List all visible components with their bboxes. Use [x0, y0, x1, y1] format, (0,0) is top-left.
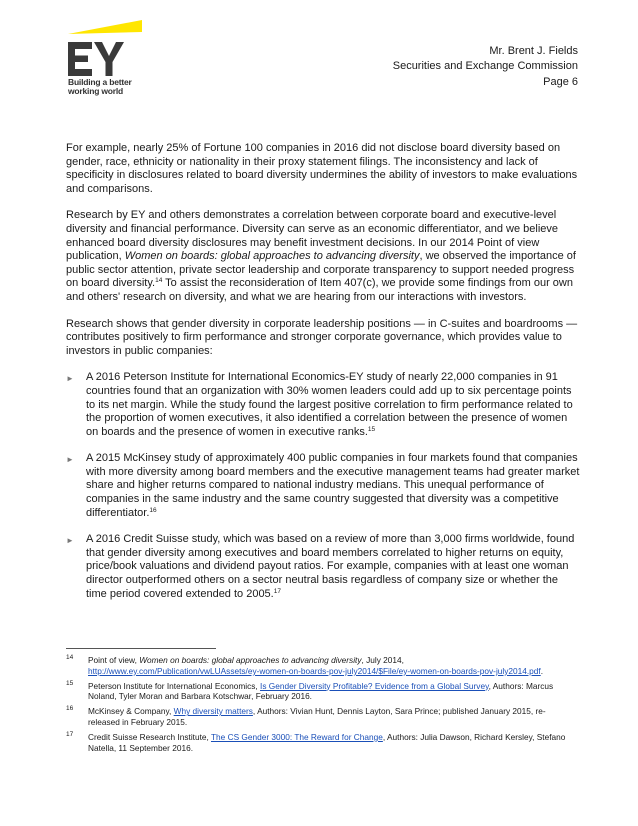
page-number: Page 6 [543, 76, 578, 88]
footnote-divider [66, 648, 216, 649]
footnote-text: McKinsey & Company, [88, 706, 174, 717]
letter-header [393, 44, 578, 90]
footnote-text: , Authors: Julia Dawson, Richard Kersley, Stefano Natella, 11 September 2016. [88, 731, 566, 753]
footnote-text: , Authors: Marcus Noland, Tyler Moran and Barbara Kotschwar, February 2016. [88, 680, 554, 702]
paragraph-2-part-b: , we observed the importance of public sector attention, private sector leadership and corporate transparency to support needed progress on board diversity. [66, 250, 576, 290]
footnote-ref-14[interactable]: 14 [155, 277, 163, 285]
footnote-title: Women on boards: global approaches to advancing diversity [139, 655, 362, 665]
footnote-14 [66, 655, 566, 677]
recipient-name: Mr. Brent J. Fields [489, 45, 578, 57]
footnote-number: 16 [66, 705, 74, 713]
recipient-organization: Securities and Exchange Commission [392, 59, 578, 72]
publication-title: Women on boards: global approaches to advancing diversity [124, 250, 420, 263]
footnote-16 [66, 706, 566, 728]
ey-tagline [68, 78, 132, 96]
ey-logo-mark [66, 20, 146, 78]
footnote-text: . [540, 665, 544, 676]
finding-credit-suisse [66, 533, 580, 601]
bullet-arrow-icon: ► [66, 536, 74, 546]
letter-body [66, 142, 580, 614]
paragraph-2 [66, 209, 580, 304]
footnotes [66, 655, 566, 757]
footnote-number: 15 [66, 679, 74, 687]
footnote-text: Point of view, [88, 655, 140, 665]
footnote-link[interactable]: http://www.ey.com/Publication/vwLUAssets/ey-women-on-boards-pov-july2014/$File/ey-women-on-boards-pov-july2014.pdf [88, 665, 541, 676]
bullet-arrow-icon: ► [66, 374, 74, 384]
footnote-ref-17[interactable]: 17 [273, 587, 281, 595]
finding-mckinsey [66, 452, 580, 520]
ey-logo-letter-y [94, 42, 124, 76]
paragraph-2-part-a: Research by EY and others demonstrates a correlation between corporate board and executive-level diversity and financial performance. Diversity can serve as an economic differentiator, and we believe enhanced board diversity disclosures may benefit investment decisions. In our 2014 Point of view publication, [66, 209, 558, 263]
paragraph-2-part-c: To assist the reconsideration of Item 407(c), we provide some findings from our own and others' research on diversity, and what we are hearing from our interactions with investors. [66, 277, 573, 303]
footnote-link[interactable]: Why diversity matters [173, 706, 253, 717]
bullet-arrow-icon: ► [66, 455, 74, 465]
footnote-15 [66, 681, 566, 703]
ey-logo-accent-beam [68, 20, 142, 34]
finding-text: A 2016 Peterson Institute for International Economics-EY study of nearly 22,000 companies in 91 countries found that an organization with 30% women leaders could add up to six percentage points to its net margin. While the study found the largest positive correlation to firm performance related to the proportion of women executives, it also identified a correlation between the presence of women on boards and the presence of women in executive ranks. [86, 371, 573, 438]
findings-list [66, 371, 580, 601]
ey-logo-letter-e [68, 42, 92, 76]
ey-tagline-line2: working world [68, 86, 124, 96]
finding-peterson [66, 371, 580, 439]
footnote-number: 17 [66, 730, 74, 738]
footnote-text: , Authors: Vivian Hunt, Dennis Layton, Sara Prince; published January 2015, re-released in February 2015. [88, 706, 546, 727]
footnote-text: , July 2014, [361, 655, 404, 665]
footnote-17 [66, 732, 566, 754]
paragraph-3: Research shows that gender diversity in corporate leadership positions — in C-suites and boardrooms — contributes positively to firm performance and stronger corporate governance, which provides value to investors in public companies: [66, 317, 578, 357]
finding-text: A 2016 Credit Suisse study, which was based on a review of more than 3,000 firms worldwide, found that gender diversity among executives and board members correlated to higher returns on equity, price/book valuations and dividend payout ratios. For example, companies with at least one woman director outperformed others on a sector neutral basis regardless of company size or whether the time period covered extended to 2005. [86, 533, 575, 600]
footnote-link[interactable]: The CS Gender 3000: The Reward for Change [210, 731, 383, 742]
finding-text: A 2015 McKinsey study of approximately 400 public companies in four markets found that companies with more diversity among board members and the executive management teams had greater market share and higher returns compared to national industry medians. This unequal performance of companies in the same industry and the same country suggested that diversity was a competitive differentiator. [86, 452, 580, 519]
footnote-ref-16[interactable]: 16 [149, 506, 157, 514]
footnote-text: Peterson Institute for International Economics, [88, 680, 261, 691]
ey-logo [66, 20, 146, 100]
footnote-number: 14 [66, 654, 74, 661]
footnote-link[interactable]: Is Gender Diversity Profitable? Evidence from a Global Survey [260, 680, 489, 691]
footnote-ref-15[interactable]: 15 [367, 425, 376, 433]
ey-tagline-line1: Building a better [68, 77, 132, 87]
footnote-text: Credit Suisse Research Institute, [88, 731, 211, 742]
paragraph-1: For example, nearly 25% of Fortune 100 companies in 2016 did not disclose board diversity based on gender, race, ethnicity or nationality in their proxy statement filings. The inconsistency and lack of specificity in disclosures related to board diversity undermines the ability of investors to make evaluations and comparisons. [66, 142, 578, 195]
